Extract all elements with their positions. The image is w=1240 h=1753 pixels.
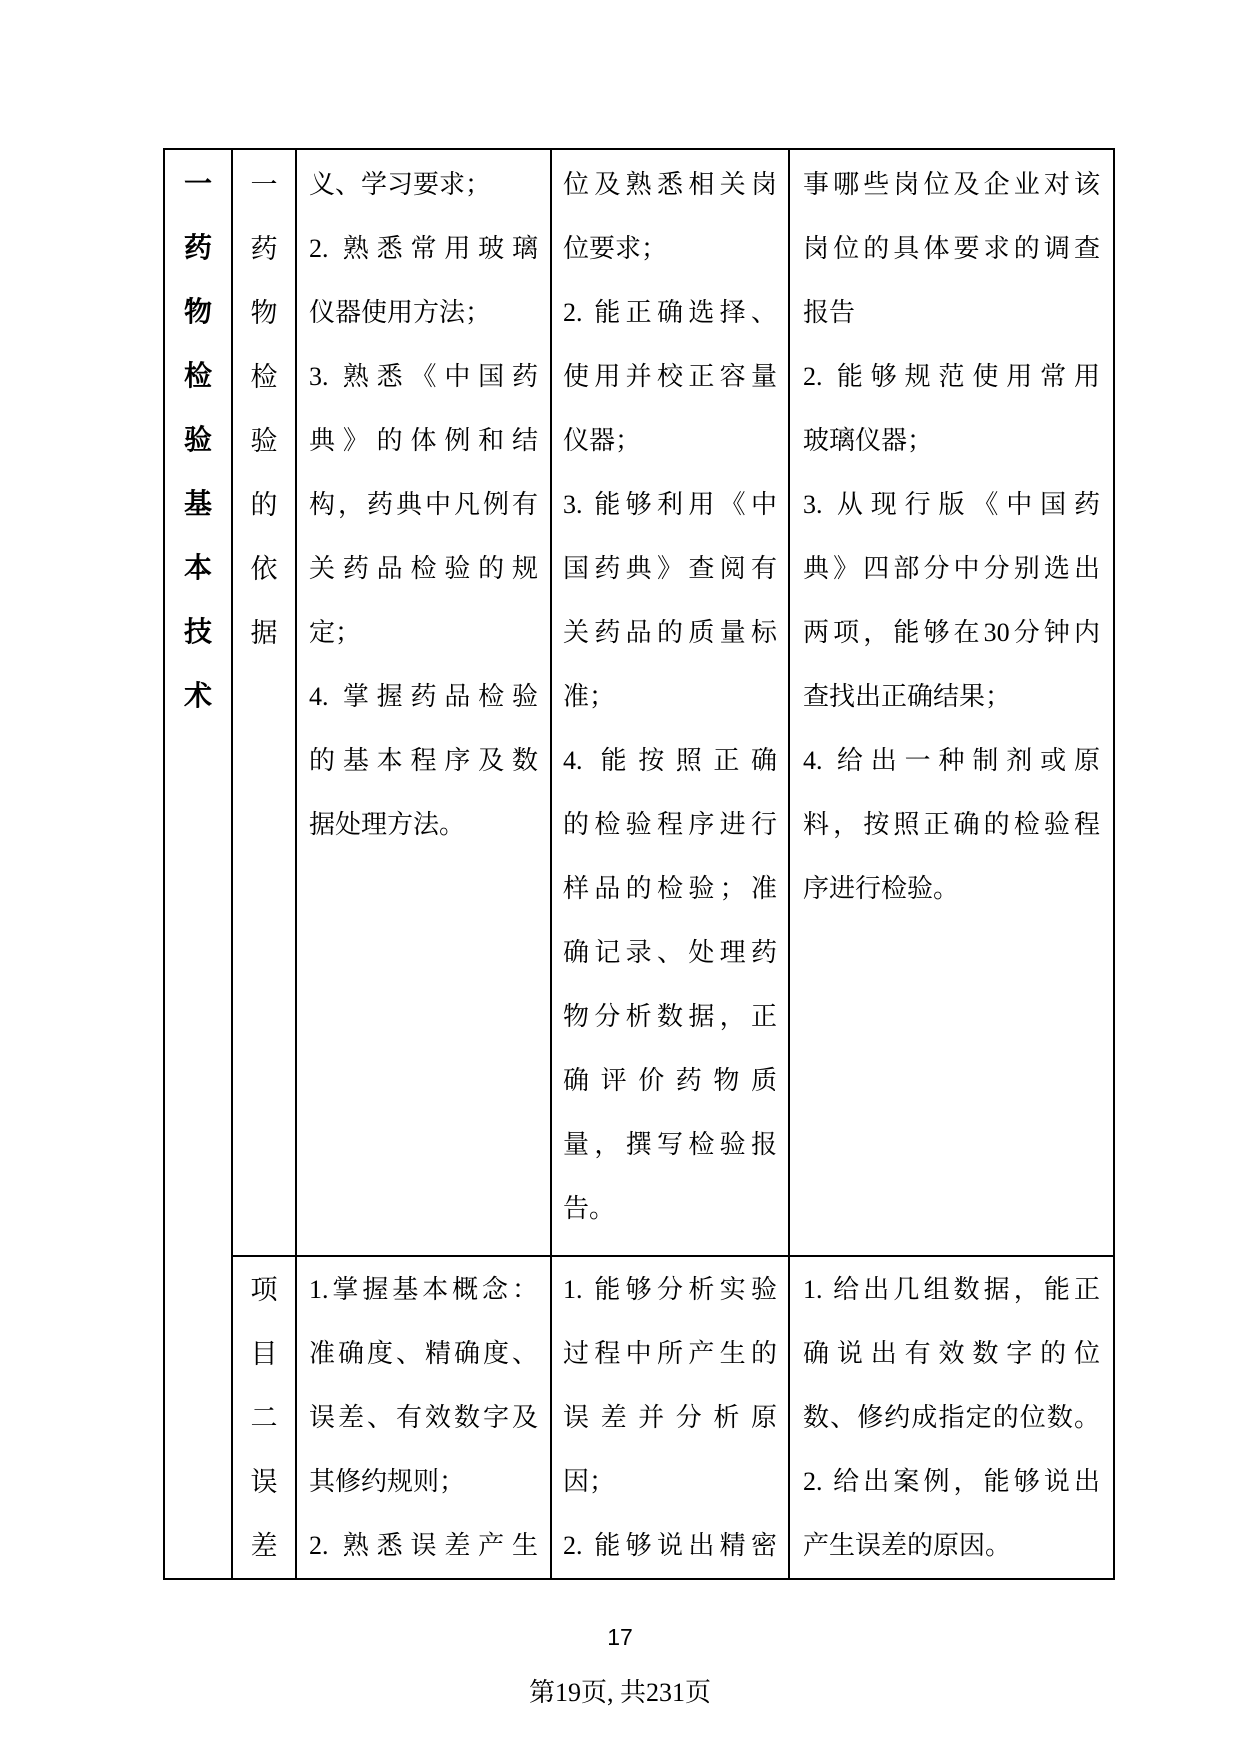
table-text-line: 仪器使用方法； xyxy=(309,298,492,327)
table-text-line: 关药品检验的规 xyxy=(309,554,538,583)
table-text-line: 误差、有效数字及 xyxy=(309,1403,538,1432)
table-text-line: 确说出有效数字的位 xyxy=(803,1339,1100,1368)
table-text-line: 误差并分析原 xyxy=(563,1403,777,1432)
table-text-line: 过程中所产生的 xyxy=(563,1339,777,1368)
vertical-char: 术 xyxy=(183,681,212,712)
table-text-line: 的基本程序及数 xyxy=(309,746,538,775)
table-text-line: 因； xyxy=(563,1467,616,1496)
vertical-char: 误 xyxy=(250,1467,278,1497)
table-text-line: 定； xyxy=(309,618,362,647)
module-cell-row2 xyxy=(233,1257,295,1578)
table-text-line: 1.掌握基本概念： xyxy=(309,1275,538,1304)
vertical-char: 一 xyxy=(250,170,278,200)
page-indicator: 第19页, 共231页 xyxy=(528,1678,711,1707)
vertical-char: 据 xyxy=(250,618,278,648)
table-text-line: 2. 给出案例，能够说出 xyxy=(803,1467,1100,1496)
table-text-line: 告。 xyxy=(563,1194,616,1223)
vertical-char: 检 xyxy=(250,362,278,392)
table-text-line: 确记录、处理药 xyxy=(563,938,777,967)
vertical-char: 检 xyxy=(183,361,212,392)
table-text-line: 玻璃仪器； xyxy=(803,426,934,455)
table-text-line: 2. 能正确选择、 xyxy=(563,298,777,327)
table-text-line: 义、学习要求； xyxy=(309,170,492,199)
curriculum-table xyxy=(163,148,1115,1580)
vertical-char: 验 xyxy=(250,426,278,456)
table-text-line: 使用并校正容量 xyxy=(563,362,777,391)
table-text-line: 3. 熟悉《中国药 xyxy=(309,362,538,391)
vertical-char: 基 xyxy=(183,489,212,520)
table-text-line: 样品的检验；准 xyxy=(563,874,777,903)
vertical-char: 物 xyxy=(250,298,278,328)
table-text-line: 2. 熟悉常用玻璃 xyxy=(309,234,538,263)
table-text-line: 查找出正确结果； xyxy=(803,682,1012,711)
table-text-line: 仪器； xyxy=(563,426,642,455)
table-text-line: 2. 熟悉误差产生 xyxy=(309,1531,538,1560)
vertical-char: 二 xyxy=(250,1403,278,1433)
table-text-line: 2. 能够说出精密 xyxy=(563,1531,777,1560)
vertical-char: 一 xyxy=(183,169,212,200)
table-text-line: 国药典》查阅有 xyxy=(563,554,777,583)
knowledge-requirements-cell-row1 xyxy=(297,150,550,1255)
table-text-line: 4. 掌握药品检验 xyxy=(309,682,538,711)
vertical-char: 物 xyxy=(183,297,212,328)
table-text-line: 报告 xyxy=(803,298,856,327)
vertical-char: 本 xyxy=(183,553,212,584)
table-text-line: 典》四部分中分别选出 xyxy=(803,554,1100,583)
table-text-line: 产生误差的原因。 xyxy=(803,1531,1012,1560)
table-text-line: 料，按照正确的检验程 xyxy=(803,810,1100,839)
unit-title-cell xyxy=(165,150,231,1578)
table-text-line: 典》的体例和结 xyxy=(309,426,538,455)
table-text-line: 4. 给出一种制剂或原 xyxy=(803,746,1100,775)
vertical-char: 依 xyxy=(250,554,278,584)
assessment-methods-cell-row1 xyxy=(790,150,1113,1255)
table-text-line: 两项，能够在30分钟内 xyxy=(803,618,1100,647)
assessment-methods-cell-row2 xyxy=(790,1257,1113,1578)
table-text-line: 事哪些岗位及企业对该 xyxy=(803,170,1100,199)
vertical-char: 验 xyxy=(183,425,212,456)
skill-requirements-cell-row2 xyxy=(552,1257,788,1578)
vertical-char: 目 xyxy=(250,1339,278,1369)
page-number: 17 xyxy=(607,1624,633,1650)
table-text-line: 的检验程序进行 xyxy=(563,810,777,839)
vertical-char: 的 xyxy=(250,490,278,520)
table-text-line: 3. 从现行版《中国药 xyxy=(803,490,1100,519)
module-cell-row1 xyxy=(233,150,295,1255)
table-text-line: 位及熟悉相关岗 xyxy=(563,170,777,199)
table-text-line: 准确度、精确度、 xyxy=(309,1339,538,1368)
table-text-line: 构，药典中凡例有 xyxy=(309,490,538,519)
table-text-line: 4. 能按照正确 xyxy=(563,746,777,775)
table-text-line: 岗位的具体要求的调查 xyxy=(803,234,1100,263)
table-text-line: 1. 能够分析实验 xyxy=(563,1275,777,1304)
skill-requirements-cell-row1 xyxy=(552,150,788,1255)
table-text-line: 1. 给出几组数据，能正 xyxy=(803,1275,1100,1304)
table-text-line: 位要求； xyxy=(563,234,668,263)
table-text-line: 物分析数据，正 xyxy=(563,1002,777,1031)
table-text-line: 其修约规则； xyxy=(309,1467,466,1496)
table-text-line: 3. 能够利用《中 xyxy=(563,490,777,519)
vertical-char: 技 xyxy=(183,617,212,648)
table-text-line: 序进行检验。 xyxy=(803,874,960,903)
table-text-line: 准； xyxy=(563,682,616,711)
table-text-line: 确评价药物质 xyxy=(563,1066,777,1095)
vertical-char: 差 xyxy=(250,1531,278,1561)
table-text-line: 量，撰写检验报 xyxy=(563,1130,777,1159)
vertical-char: 项 xyxy=(250,1275,278,1305)
table-text-line: 2. 能够规范使用常用 xyxy=(803,362,1100,391)
knowledge-requirements-cell-row2 xyxy=(297,1257,550,1578)
vertical-char: 药 xyxy=(183,233,212,264)
table-text-line: 据处理方法。 xyxy=(309,810,466,839)
vertical-char: 药 xyxy=(250,234,278,264)
table-text-line: 数、修约成指定的位数。 xyxy=(803,1403,1100,1432)
table-text-line: 关药品的质量标 xyxy=(563,618,777,647)
